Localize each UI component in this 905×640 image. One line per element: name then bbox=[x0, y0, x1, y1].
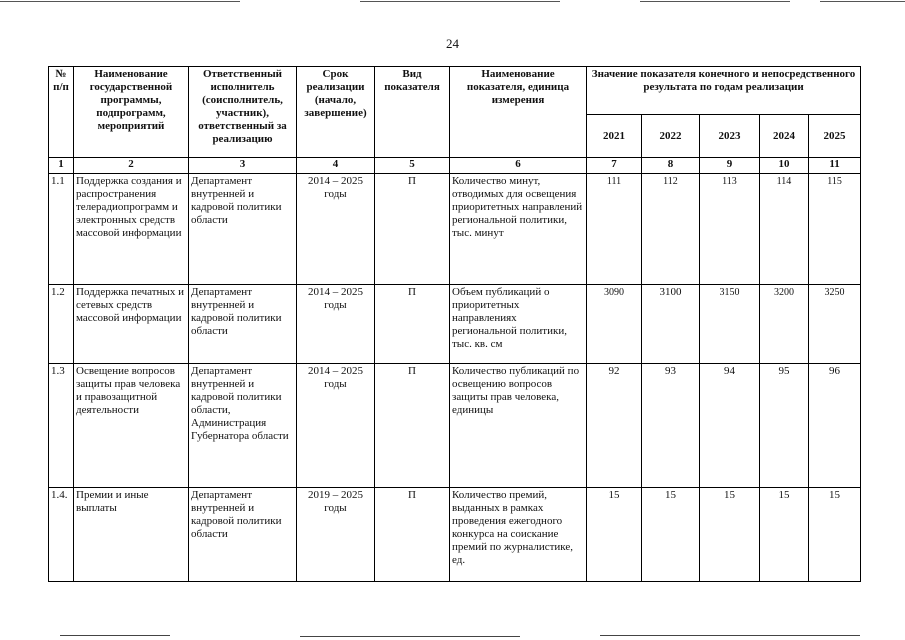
row-value: 114 bbox=[760, 174, 809, 285]
row-value: 15 bbox=[760, 488, 809, 582]
row-name: Освещение вопросов защиты прав человека и правозащитной деятельности bbox=[74, 364, 189, 488]
row-value: 92 bbox=[587, 364, 642, 488]
row-value: 15 bbox=[809, 488, 861, 582]
column-numbers-row bbox=[49, 158, 861, 174]
row-kind: П bbox=[375, 285, 450, 364]
row-name: Поддержка печатных и сетевых средств массовой информации bbox=[74, 285, 189, 364]
row-value: 15 bbox=[587, 488, 642, 582]
column-number: 10 bbox=[760, 158, 809, 174]
row-kind: П bbox=[375, 364, 450, 488]
row-value: 112 bbox=[642, 174, 700, 285]
table-row bbox=[49, 364, 861, 488]
column-number: 5 bbox=[375, 158, 450, 174]
indicator-table bbox=[48, 66, 861, 582]
row-value: 95 bbox=[760, 364, 809, 488]
row-value: 111 bbox=[587, 174, 642, 285]
table-row bbox=[49, 488, 861, 582]
header-name: Наименование государственной программы, подпрограмм, мероприятий bbox=[74, 67, 189, 158]
row-term: 2019 – 2025 годы bbox=[297, 488, 375, 582]
row-value: 15 bbox=[642, 488, 700, 582]
row-indicator: Количество премий, выданных в рамках проведения ежегодного конкурса на соискание премий по журналистике, ед. bbox=[450, 488, 587, 582]
row-number: 1.1 bbox=[49, 174, 74, 285]
row-value: 93 bbox=[642, 364, 700, 488]
table-row bbox=[49, 174, 861, 285]
row-kind: П bbox=[375, 488, 450, 582]
column-number: 2 bbox=[74, 158, 189, 174]
row-indicator: Количество минут, отводимых для освещения приоритетных направлений региональной политики, тыс. минут bbox=[450, 174, 587, 285]
row-value: 3250 bbox=[809, 285, 861, 364]
header-num: № п/п bbox=[49, 67, 74, 158]
header-year: 2025 bbox=[809, 115, 861, 158]
column-number: 7 bbox=[587, 158, 642, 174]
row-name: Поддержка создания и распространения телерадиопрограмм и электронных средств массовой информации bbox=[74, 174, 189, 285]
row-indicator: Количество публикаций по освещению вопросов защиты прав человека, единицы bbox=[450, 364, 587, 488]
page-number: 24 bbox=[446, 36, 459, 51]
column-number: 3 bbox=[189, 158, 297, 174]
row-number: 1.2 bbox=[49, 285, 74, 364]
row-executor: Департамент внутренней и кадровой политики области bbox=[189, 488, 297, 582]
row-value: 113 bbox=[700, 174, 760, 285]
row-value: 94 bbox=[700, 364, 760, 488]
row-value: 3100 bbox=[642, 285, 700, 364]
column-number: 6 bbox=[450, 158, 587, 174]
row-number: 1.4. bbox=[49, 488, 74, 582]
row-executor: Департамент внутренней и кадровой политики области bbox=[189, 285, 297, 364]
row-value: 3200 bbox=[760, 285, 809, 364]
scan-edge-top bbox=[0, 0, 905, 6]
column-number: 8 bbox=[642, 158, 700, 174]
header-term: Срок реализации (начало, завершение) bbox=[297, 67, 375, 158]
row-value: 3090 bbox=[587, 285, 642, 364]
column-number: 4 bbox=[297, 158, 375, 174]
header-executor: Ответственный исполнитель (соисполнитель, участник), ответственный за реализацию bbox=[189, 67, 297, 158]
header-year: 2021 bbox=[587, 115, 642, 158]
column-number: 11 bbox=[809, 158, 861, 174]
header-values-group: Значение показателя конечного и непосредственного результата по годам реализации bbox=[587, 67, 861, 115]
row-executor: Департамент внутренней и кадровой политики области bbox=[189, 174, 297, 285]
header-kind: Вид показателя bbox=[375, 67, 450, 158]
row-number: 1.3 bbox=[49, 364, 74, 488]
header-year: 2024 bbox=[760, 115, 809, 158]
row-indicator: Объем публикаций о приоритетных направлениях региональной политики, тыс. кв. см bbox=[450, 285, 587, 364]
row-executor: Департамент внутренней и кадровой политики области, Администрация Губернатора области bbox=[189, 364, 297, 488]
row-value: 96 bbox=[809, 364, 861, 488]
row-term: 2014 – 2025 годы bbox=[297, 364, 375, 488]
table-row bbox=[49, 285, 861, 364]
scan-edge-bottom bbox=[0, 630, 905, 640]
header-year: 2023 bbox=[700, 115, 760, 158]
row-value: 3150 bbox=[700, 285, 760, 364]
row-value: 115 bbox=[809, 174, 861, 285]
row-value: 15 bbox=[700, 488, 760, 582]
header-indicator: Наименование показателя, единица измерения bbox=[450, 67, 587, 158]
row-term: 2014 – 2025 годы bbox=[297, 174, 375, 285]
row-kind: П bbox=[375, 174, 450, 285]
row-name: Премии и иные выплаты bbox=[74, 488, 189, 582]
column-number: 9 bbox=[700, 158, 760, 174]
row-term: 2014 – 2025 годы bbox=[297, 285, 375, 364]
header-year: 2022 bbox=[642, 115, 700, 158]
column-number: 1 bbox=[49, 158, 74, 174]
